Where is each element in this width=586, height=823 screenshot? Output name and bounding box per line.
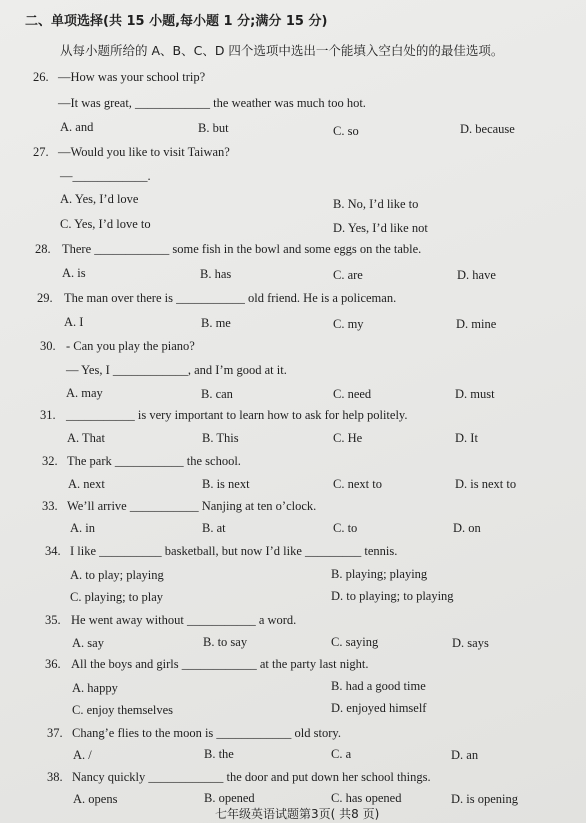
question-number: 38. — [47, 770, 63, 784]
question-stem: All the boys and girls ____________ at the party last night. — [71, 657, 369, 671]
option-b: B. No, I’d like to — [333, 197, 419, 211]
option-c: C. a — [331, 747, 352, 761]
question-stem: The man over there is ___________ old friend. He is a policeman. — [64, 291, 397, 305]
option-b: B. playing; playing — [331, 567, 428, 581]
option-d: D. to playing; to playing — [331, 589, 454, 603]
question-number: 32. — [42, 454, 58, 468]
question-stem: Nancy quickly ____________ the door and put down her school things. — [72, 770, 431, 784]
option-d: D. Yes, I’d like not — [333, 221, 428, 235]
option-a: A. happy — [72, 681, 118, 695]
option-b: B. to say — [203, 635, 248, 649]
option-b: B. at — [202, 521, 226, 535]
option-d: D. It — [455, 431, 478, 445]
question-stem: - Can you play the piano? — [66, 339, 195, 353]
question-reply: —It was great, ____________ the weather was much too hot. — [58, 96, 366, 110]
option-b: B. had a good time — [331, 679, 426, 693]
section-title: 二、单项选择(共 15 小题,每小题 1 分;满分 15 分) — [25, 14, 328, 29]
section-instruction: 从每小题所给的 A、B、C、D 四个选项中选出一个能填入空白处的的最佳选项。 — [60, 43, 504, 58]
option-a: A. next — [68, 477, 105, 491]
option-d: D. on — [453, 521, 481, 535]
option-a: A. is — [62, 266, 86, 280]
option-d: D. an — [451, 748, 479, 762]
option-a: A. opens — [73, 792, 118, 806]
option-a: A. in — [70, 521, 95, 535]
option-c: C. playing; to play — [70, 590, 164, 604]
question-stem: Chang’e flies to the moon is ____________ old story. — [72, 726, 341, 740]
option-d: D. mine — [456, 317, 497, 331]
option-c: C. are — [333, 268, 363, 282]
option-b: B. but — [198, 121, 229, 135]
option-d: D. is opening — [451, 792, 519, 806]
option-b: B. the — [204, 747, 234, 761]
option-a: A. and — [60, 120, 94, 134]
option-d: D. is next to — [455, 477, 517, 491]
option-c: C. has opened — [331, 791, 402, 805]
option-c: C. He — [333, 431, 363, 445]
option-a: A. to play; playing — [70, 568, 164, 582]
option-b: B. This — [202, 431, 239, 445]
option-c: C. saying — [331, 635, 379, 649]
option-a: A. may — [66, 386, 103, 400]
option-d: D. enjoyed himself — [331, 701, 427, 715]
option-c: C. enjoy themselves — [72, 703, 174, 717]
question-reply: — Yes, I ____________, and I’m good at it. — [66, 363, 287, 377]
option-c: C. Yes, I’d love to — [60, 217, 151, 231]
option-a: A. That — [67, 431, 105, 445]
question-number: 31. — [40, 408, 56, 422]
option-a: A. say — [72, 636, 104, 650]
question-reply: —____________. — [60, 169, 151, 183]
question-number: 28. — [35, 242, 51, 256]
option-c: C. need — [333, 387, 372, 401]
option-d: D. have — [457, 268, 496, 282]
option-a: A. / — [73, 748, 92, 762]
question-number: 29. — [37, 291, 53, 305]
question-number: 37. — [47, 726, 63, 740]
option-c: C. to — [333, 521, 358, 535]
question-stem: I like __________ basketball, but now I’d like _________ tennis. — [70, 544, 398, 558]
option-c: C. so — [333, 124, 359, 138]
option-d: D. because — [460, 122, 515, 136]
option-c: C. my — [333, 317, 364, 331]
question-number: 26. — [33, 70, 49, 84]
option-b: B. is next — [202, 477, 250, 491]
option-b: B. me — [201, 316, 231, 330]
question-stem: We’ll arrive ___________ Nanjing at ten o’clock. — [67, 499, 317, 513]
option-a: A. I — [64, 315, 84, 329]
question-stem: He went away without ___________ a word. — [71, 613, 297, 627]
page-footer: 七年级英语试题第3页( 共8 页) — [215, 807, 380, 821]
question-number: 34. — [45, 544, 61, 558]
option-a: A. Yes, I’d love — [60, 192, 139, 206]
option-b: B. can — [201, 387, 233, 401]
question-number: 35. — [45, 613, 61, 627]
question-stem: ___________ is very important to learn how to ask for help politely. — [66, 408, 408, 422]
question-stem: The park ___________ the school. — [67, 454, 241, 468]
option-d: D. says — [452, 636, 489, 650]
question-number: 30. — [40, 339, 56, 353]
question-stem: —How was your school trip? — [58, 70, 206, 84]
option-b: B. opened — [204, 791, 255, 805]
question-number: 27. — [33, 145, 49, 159]
question-stem: —Would you like to visit Taiwan? — [58, 145, 230, 159]
question-number: 33. — [42, 499, 58, 513]
question-number: 36. — [45, 657, 61, 671]
question-stem: There ____________ some fish in the bowl and some eggs on the table. — [62, 242, 422, 256]
option-c: C. next to — [333, 477, 382, 491]
option-d: D. must — [455, 387, 495, 401]
option-b: B. has — [200, 267, 232, 281]
